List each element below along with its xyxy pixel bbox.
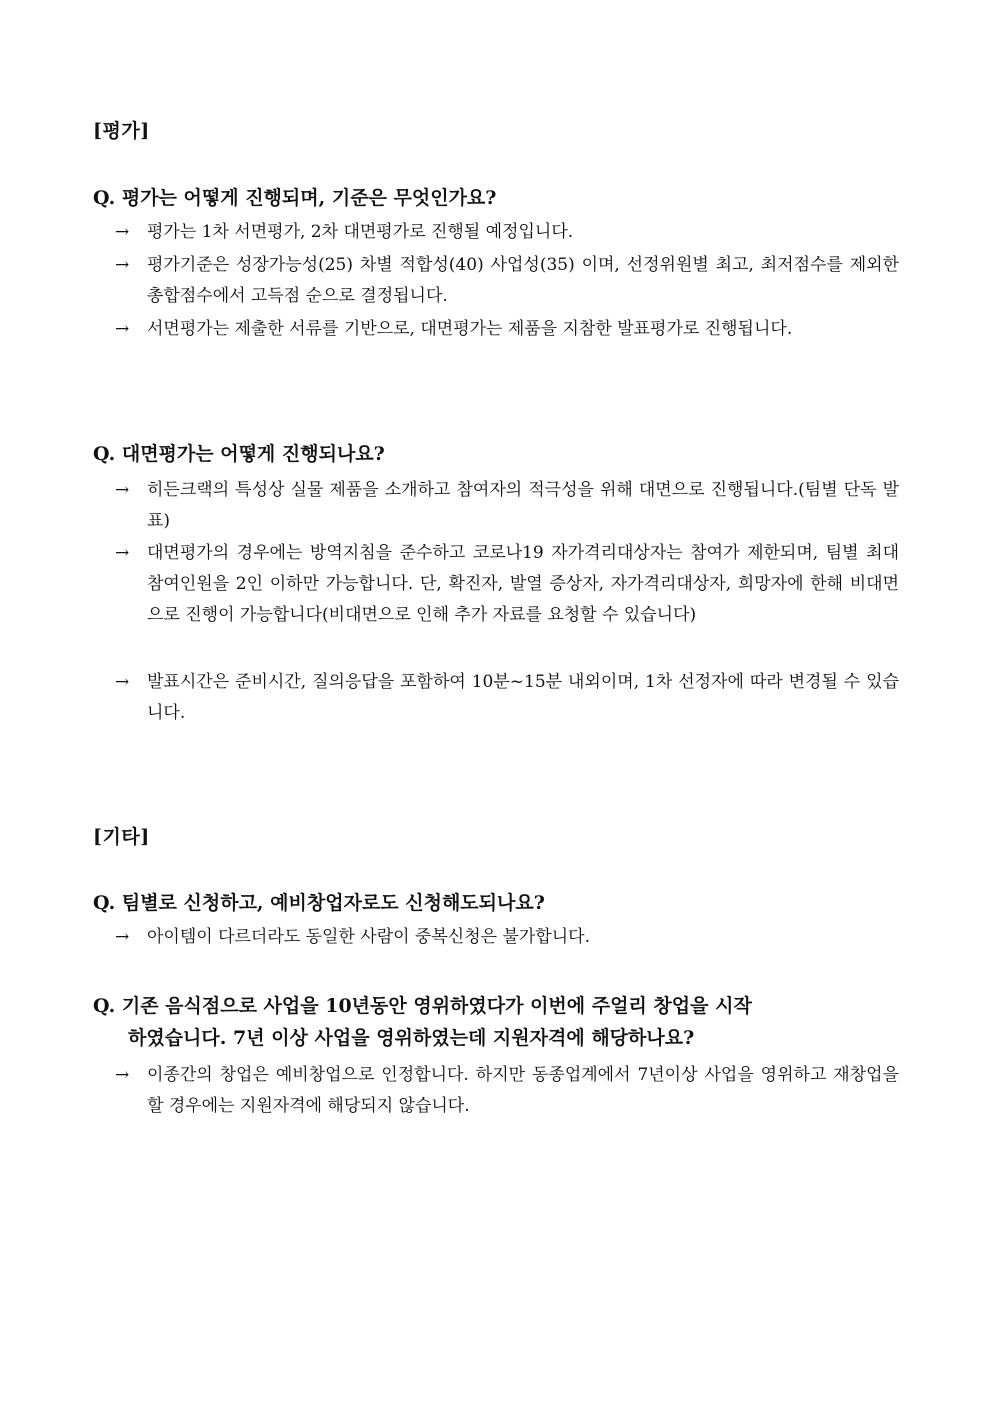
answer-text: 이종간의 창업은 예비창업으로 인정합니다. 하지만 동종업계에서 7년이상 사업을 영위하고 재창업을 할 경우에는 지원자격에 해당되지 않습니다. — [147, 1065, 899, 1116]
question-evaluation-process: Q. 평가는 어떻게 진행되며, 기준은 무엇인가요? — [93, 187, 497, 209]
arrow-icon: → — [115, 255, 130, 275]
answer-item — [115, 475, 899, 537]
question-interview-process: Q. 대면평가는 어떻게 진행되나요? — [93, 443, 385, 465]
answer-text: 히든크랙의 특성상 실물 제품을 소개하고 참여자의 적극성을 위해 대면으로 진행됩니다.(팀별 단독 발표) — [147, 480, 899, 531]
answer-text: 평가는 1차 서면평가, 2차 대면평가로 진행될 예정입니다. — [147, 222, 574, 242]
answer-item — [115, 217, 899, 248]
question-line: 하였습니다. 7년 이상 사업을 영위하였는데 지원자격에 해당하나요? — [128, 1027, 695, 1049]
answer-text: 발표시간은 준비시간, 질의응답을 포함하여 10분~15분 내외이며, 1차 선정자에 따라 변경될 수 있습니다. — [147, 672, 899, 723]
arrow-icon: → — [115, 543, 130, 563]
question-team-application: Q. 팀별로 신청하고, 예비창업자로도 신청해도되나요? — [93, 892, 545, 914]
arrow-icon: → — [115, 480, 130, 500]
arrow-icon: → — [115, 927, 130, 947]
answer-item — [115, 922, 899, 953]
answer-item — [115, 1060, 899, 1122]
answer-item — [115, 667, 899, 729]
answer-item — [115, 538, 899, 631]
answer-text: 아이템이 다르더라도 동일한 사람이 중복신청은 불가합니다. — [147, 927, 590, 947]
answer-text: 대면평가의 경우에는 방역지침을 준수하고 코로나19 자가격리대상자는 참여가 제한되며, 팀별 최대 참여인원을 2인 이하만 가능합니다. 단, 확진자, 발열 증상자, 자가격리대상자, 희망자에 한해 비대면으로 진행이 가능합니다(비대면으로 인해 추가 자료를 요청할 수 있습니다) — [147, 543, 899, 625]
answer-item — [115, 250, 899, 312]
section-title-evaluation: [평가] — [93, 120, 150, 142]
answer-text: 평가기준은 성장가능성(25) 차별 적합성(40) 사업성(35) 이며, 선정위원별 최고, 최저점수를 제외한 총합점수에서 고득점 순으로 결정됩니다. — [147, 255, 899, 306]
question-eligibility — [93, 990, 899, 1054]
arrow-icon: → — [115, 319, 130, 339]
arrow-icon: → — [115, 1065, 130, 1085]
arrow-icon: → — [115, 672, 130, 692]
section-title-other: [기타] — [93, 826, 150, 848]
answer-item — [115, 314, 899, 345]
answer-text: 서면평가는 제출한 서류를 기반으로, 대면평가는 제품을 지참한 발표평가로 진행됩니다. — [147, 319, 793, 339]
arrow-icon: → — [115, 222, 130, 242]
question-line: Q. 기존 음식점으로 사업을 10년동안 영위하였다가 이번에 주얼리 창업을 시작 — [93, 995, 752, 1017]
